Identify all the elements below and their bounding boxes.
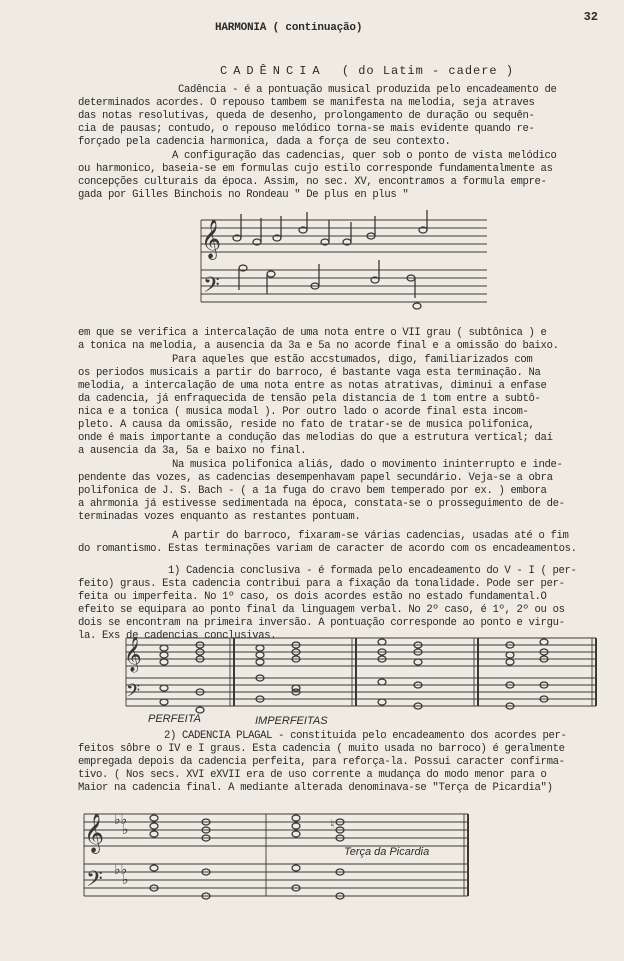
- para3-line-3: Para aqueles que estão accstumados, digo, familiarizados com: [172, 354, 533, 366]
- svg-text:𝄢: 𝄢: [203, 273, 220, 303]
- para3-line-7: nica e a tonica ( musica modal ). Por outro lado o acorde final esta incom-: [78, 406, 529, 418]
- para3-line-8: pleto. A causa da omissão, reside no fato de tratar-se de musica polifonica,: [78, 419, 535, 431]
- svg-text:𝄞: 𝄞: [84, 813, 105, 853]
- section-title-main: CADÊNCIA: [220, 64, 326, 78]
- section-title: [220, 64, 514, 78]
- para4-line-3: polifonica de J. S. Bach - ( a 1a fuga do cravo bem temperado por ex. ) embora: [78, 485, 547, 497]
- para6-line-2: feito) graus. Esta cadencia contribui para a fixação da tonalidade. Pode ser per-: [78, 578, 565, 590]
- para7-line-1: 2) CADENCIA PLAGAL - constituida pelo encadeamento dos acordes per-: [164, 730, 567, 742]
- section-title-sub: ( do Latim - cadere ): [341, 64, 515, 78]
- para6-line-6: la. Exs de cadencias conclusivas.: [78, 630, 277, 642]
- para4-line-5: terminadas vozes enquanto as restantes pontuam.: [78, 511, 361, 523]
- label-terca-picardia: Terça da Picardia: [344, 846, 430, 858]
- para2-line-1: A configuração das cadencias, quer sob o ponto de vista melódico: [172, 150, 557, 162]
- svg-text:♭♭: ♭♭: [114, 812, 128, 828]
- para3-line-6: da cadencia, já enfraquecida de tensão pela distancia de 1 tom entre a subtô-: [78, 393, 541, 405]
- para2-line-4: gada por Gilles Binchois no Rondeau " De plus en plus ": [78, 189, 409, 201]
- page-number: 32: [583, 10, 598, 24]
- svg-text:♮: ♮: [330, 817, 335, 831]
- para5-line-2: do romantismo. Estas terminações variam de caracter de acordo com os encadeamentos.: [78, 543, 577, 555]
- para7-line-2: feitos sôbre o IV e I graus. Esta cadencia ( muito usada no barroco) é geralmente: [78, 743, 565, 755]
- svg-text:𝄞: 𝄞: [201, 219, 222, 259]
- para1-line-5: forçado pela cadencia harmonica, dada a força de seu contexto.: [78, 136, 451, 148]
- svg-text:𝄞: 𝄞: [124, 637, 142, 672]
- para7-line-5: Maior na cadencia final. A mediante alterada denominava-se "Terça de Picardia"): [78, 782, 553, 794]
- para6-line-1: 1) Cadencia conclusiva - é formada pelo encadeamento do V - I ( per-: [168, 565, 577, 577]
- para1-line-3: das notas resolutivas, queda de desenho, prolongamento de duração ou sequên-: [78, 110, 535, 122]
- svg-text:𝄢: 𝄢: [126, 681, 141, 706]
- label-perfeita: PERFEITA: [148, 713, 201, 725]
- music-staff-binchois: [195, 208, 495, 318]
- para2-line-2: ou harmonico, baseia-se em formulas cujo estilo corresponde fundamentalmente as: [78, 163, 553, 175]
- para3-line-2: a tonica na melodia, a ausencia da 3a e 5a no acorde final e a omissão do baixo.: [78, 340, 559, 352]
- para6-line-4: efeito se equipara ao ponto final da linguagem verbal. No 2º caso, é 1º, 2º ou os: [78, 604, 565, 616]
- para1-line-4: cia de pausas; contudo, o repouso melódico torna-se mais evidente quando re-: [78, 123, 535, 135]
- para4-line-4: a ahrmonia já estivesse sedimentada na época, constata-se o prosseguimento de de-: [78, 498, 565, 510]
- para3-line-5: melodia, a intercalação de uma nota entre as notas atrativas, diminui a enfase: [78, 380, 547, 392]
- para3-line-1: em que se verifica a intercalação de uma nota entre o VII grau ( subtônica ) e: [78, 327, 547, 339]
- page-header: HARMONIA ( continuação): [215, 22, 363, 34]
- para4-line-1: Na musica polifonica aliás, dado o movimento ininterrupto e inde-: [172, 459, 563, 471]
- para3-line-9: onde é mais importante a condução das melodias do que a estrutura vertical; daí: [78, 432, 553, 444]
- para1-line-2: determinados acordes. O repouso tambem se manifesta na melodia, seja atraves: [78, 97, 535, 109]
- para7-line-3: empregada depois da cadencia perfeita, para reforça-la. Possui caracter confirma-: [78, 756, 565, 768]
- para1-line-1: Cadência - é a pontuação musical produzida pelo encadeamento de: [178, 84, 557, 96]
- para6-line-3: feita ou imperfeita. No 1º caso, os dois acordes estão no estado fundamental.O: [78, 591, 547, 603]
- para6-line-5: dois se encontram na primeira inversão. A pontuação corresponde ao ponto e virgu-: [78, 617, 565, 629]
- svg-text:♭: ♭: [122, 822, 129, 838]
- label-imperfeitas: IMPERFEITAS: [255, 715, 328, 727]
- para3-line-4: os periodos musicais a partir do barroco, é bastante vaga esta terminação. Na: [78, 367, 541, 379]
- para4-line-2: pendente das vozes, as cadencias desempenhavam papel secundário. Veja-se a obra: [78, 472, 553, 484]
- para3-line-10: a ausencia da 3a, 5a e baixo no final.: [78, 445, 307, 457]
- para7-line-4: tivo. ( Nos secs. XVI eXVII era de uso corrente a mudança do modo menor para o: [78, 769, 547, 781]
- para2-line-3: concepções culturais da época. Assim, no sec. XV, encontramos a formula empre-: [78, 176, 547, 188]
- para5-line-1: A partir do barroco, fixaram-se várias cadencias, usadas até o fim: [172, 530, 569, 542]
- music-staff-conclusive: [120, 626, 610, 716]
- svg-text:♭♭: ♭♭: [114, 862, 128, 878]
- svg-text:♭: ♭: [122, 872, 129, 888]
- svg-text:𝄢: 𝄢: [86, 867, 103, 897]
